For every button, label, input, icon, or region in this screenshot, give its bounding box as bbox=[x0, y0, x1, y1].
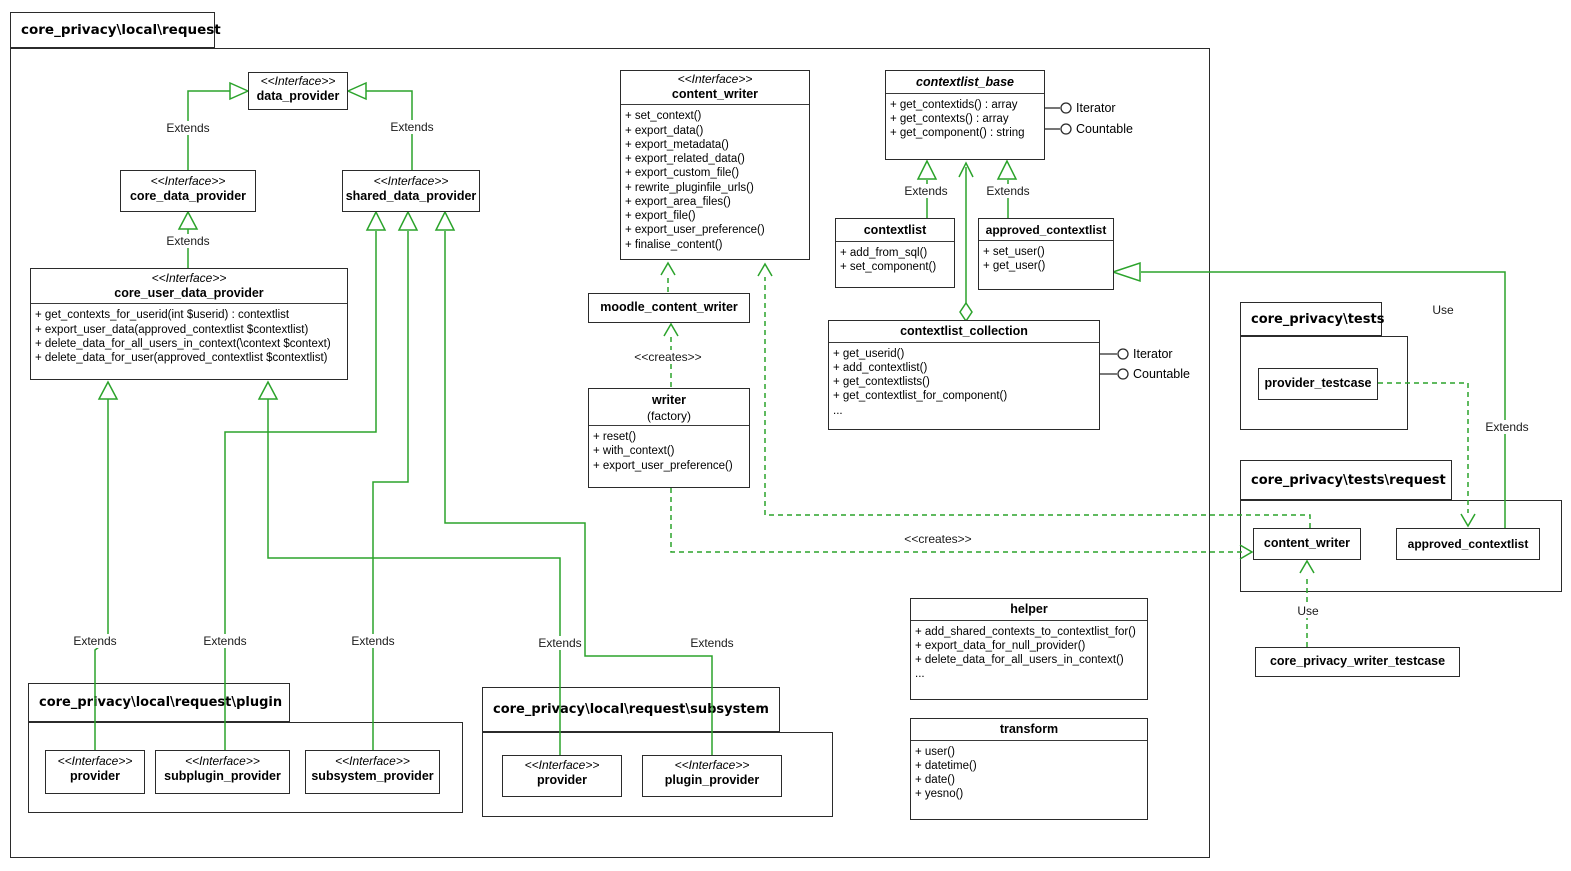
method-line: + yesno() bbox=[915, 788, 964, 801]
contextlist-base-iterator-lollipop bbox=[1045, 103, 1071, 113]
method-list bbox=[911, 620, 1147, 684]
method-line: + user() bbox=[915, 745, 955, 758]
method-line: + set_component() bbox=[840, 260, 937, 273]
method-line: + rewrite_pluginfile_urls() bbox=[625, 181, 754, 194]
class-name: moodle_content_writer bbox=[600, 300, 738, 315]
class-contextlist bbox=[835, 218, 955, 288]
stereotype: <<Interface>> bbox=[674, 758, 750, 772]
method-list bbox=[836, 241, 954, 277]
method-line: + export_user_preference() bbox=[593, 459, 733, 472]
class-name: core_privacy_writer_testcase bbox=[1269, 654, 1446, 669]
edge-label-use: Use bbox=[1432, 303, 1454, 317]
method-list bbox=[621, 104, 809, 254]
class-name: contextlist_base bbox=[916, 75, 1014, 89]
class-helper bbox=[910, 598, 1148, 700]
class-contextlist-collection bbox=[828, 320, 1100, 430]
method-line: ... bbox=[833, 404, 843, 417]
edge-moodle-content-writer-implements-content-writer bbox=[661, 263, 675, 292]
stereotype: <<Interface>> bbox=[335, 754, 410, 768]
method-line: + finalise_content() bbox=[625, 238, 723, 251]
edge-subsystem-provider-extends-core-user-data-provider bbox=[259, 382, 560, 756]
class-subsystem-provider bbox=[502, 755, 622, 797]
edge-label-extends: Extends bbox=[203, 634, 247, 648]
method-line: + export_file() bbox=[625, 210, 696, 223]
contextlist-base-countable-lollipop bbox=[1045, 124, 1071, 134]
class-subplugin-provider bbox=[155, 750, 290, 794]
edge-plugin-provider-extends-core-user-data-provider bbox=[95, 382, 117, 751]
collection-countable-lollipop bbox=[1100, 369, 1128, 379]
edge-provider-testcase-uses-tests-approved-contextlist bbox=[1378, 383, 1475, 526]
method-list bbox=[979, 240, 1113, 276]
stereotype: <<Interface>> bbox=[524, 758, 600, 772]
edge-label-extends: Extends bbox=[986, 184, 1030, 198]
class-writer bbox=[588, 388, 750, 488]
class-name: plugin_provider bbox=[664, 772, 760, 787]
class-name: content_writer bbox=[1263, 536, 1351, 551]
stereotype: <<Interface>> bbox=[185, 754, 260, 768]
package-tab-tests: core_privacy\tests bbox=[1240, 302, 1382, 336]
method-line: + export_metadata() bbox=[625, 138, 729, 151]
method-list bbox=[589, 425, 749, 475]
method-line: + date() bbox=[915, 774, 955, 787]
class-name: provider bbox=[69, 768, 120, 783]
method-line: + export_area_files() bbox=[625, 195, 731, 208]
countable-label: Countable bbox=[1076, 122, 1133, 136]
method-line: + export_user_data(approved_contextlist $contextlist) bbox=[35, 323, 309, 336]
method-line: + datetime() bbox=[915, 759, 977, 772]
stereotype: <<Interface>> bbox=[151, 271, 227, 285]
class-core-user-data-provider bbox=[30, 268, 348, 380]
class-name: provider bbox=[536, 772, 587, 787]
method-line: + get_contexts_for_userid(int $userid) : contextlist bbox=[35, 309, 290, 322]
class-name: subsystem_provider bbox=[311, 768, 434, 783]
class-core-data-provider bbox=[120, 170, 256, 212]
method-line: + get_component() : string bbox=[890, 127, 1025, 140]
method-line: + delete_data_for_all_users_in_context() bbox=[915, 654, 1124, 667]
edge-contextlist-collection-aggregates-contextlist-base bbox=[959, 163, 973, 321]
class-core-privacy-writer-testcase bbox=[1255, 647, 1460, 677]
class-name: helper bbox=[1010, 602, 1048, 616]
method-line: + reset() bbox=[593, 431, 637, 444]
countable-label: Countable bbox=[1133, 367, 1190, 381]
edge-label-extends: Extends bbox=[904, 184, 948, 198]
stereotype: <<Interface>> bbox=[57, 754, 133, 768]
edge-label-use: Use bbox=[1297, 604, 1319, 618]
class-content-writer bbox=[620, 70, 810, 260]
class-subtitle: (factory) bbox=[646, 408, 691, 423]
method-list bbox=[886, 93, 1044, 143]
method-line: + set_context() bbox=[625, 110, 702, 123]
stereotype: <<Interface>> bbox=[260, 74, 336, 88]
class-tests-approved-contextlist bbox=[1396, 528, 1540, 560]
class-plugin-provider bbox=[45, 750, 145, 794]
method-line: + add_from_sql() bbox=[840, 246, 928, 259]
class-subsystem-plugin-provider bbox=[642, 755, 782, 797]
class-name: contextlist bbox=[863, 223, 927, 237]
method-line: + export_related_data() bbox=[625, 153, 745, 166]
class-name: data_provider bbox=[256, 88, 340, 103]
stereotype: <<Interface>> bbox=[373, 174, 449, 188]
class-name: contextlist_collection bbox=[900, 324, 1028, 338]
edge-label-extends: Extends bbox=[690, 636, 734, 650]
method-line: + delete_data_for_user(approved_contextlist $contextlist) bbox=[35, 352, 328, 365]
method-line: ... bbox=[915, 668, 925, 681]
edge-label-extends: Extends bbox=[1485, 420, 1529, 434]
method-line: + with_context() bbox=[593, 445, 675, 458]
edge-label-extends: Extends bbox=[351, 634, 395, 648]
method-line: + set_user() bbox=[983, 246, 1045, 258]
edge-label-extends: Extends bbox=[538, 636, 582, 650]
edge-label-extends: Extends bbox=[166, 121, 210, 135]
method-list bbox=[31, 303, 347, 367]
edge-label-extends: Extends bbox=[390, 120, 434, 134]
class-name: approved_contextlist bbox=[985, 223, 1107, 237]
class-name: content_writer bbox=[671, 86, 759, 101]
method-line: + export_custom_file() bbox=[625, 167, 740, 180]
edge-plugin-subsystem-provider-extends-shared-data-provider bbox=[373, 212, 417, 751]
method-line: + export_user_preference() bbox=[625, 224, 765, 237]
method-line: + add_shared_contexts_to_contextlist_for() bbox=[915, 625, 1136, 638]
edge-writer-creates-tests-content-writer bbox=[671, 488, 1252, 559]
class-shared-data-provider bbox=[342, 170, 480, 212]
class-name: core_data_provider bbox=[129, 188, 247, 203]
class-name: provider_testcase bbox=[1264, 376, 1372, 391]
method-line: + get_user() bbox=[983, 260, 1046, 273]
class-name: subplugin_provider bbox=[164, 768, 281, 783]
edge-label-creates: <<creates>> bbox=[904, 532, 972, 546]
class-approved-contextlist bbox=[978, 218, 1114, 290]
iterator-label: Iterator bbox=[1076, 101, 1116, 115]
class-plugin-subsystem-provider bbox=[305, 750, 440, 794]
class-transform bbox=[910, 718, 1148, 820]
method-line: + export_data_for_null_provider() bbox=[915, 639, 1086, 652]
class-name: approved_contextlist bbox=[1407, 536, 1529, 551]
collection-iterator-lollipop bbox=[1100, 349, 1128, 359]
edge-label-extends: Extends bbox=[166, 234, 210, 248]
method-line: + get_contextlist_for_component() bbox=[833, 390, 1008, 403]
method-line: + get_userid() bbox=[833, 347, 905, 360]
package-tab-root: core_privacy\local\request bbox=[10, 12, 215, 48]
stereotype: <<Interface>> bbox=[677, 72, 753, 86]
method-line: + get_contextlists() bbox=[833, 376, 930, 389]
method-line: + get_contexts() : array bbox=[890, 112, 1009, 125]
package-tab-tests-request: core_privacy\tests\request bbox=[1240, 460, 1452, 500]
class-data-provider bbox=[248, 72, 348, 110]
method-line: + add_contextlist() bbox=[833, 361, 928, 374]
stereotype: <<Interface>> bbox=[150, 174, 226, 188]
package-tab-plugin: core_privacy\local\request\plugin bbox=[28, 683, 290, 722]
class-tests-content-writer bbox=[1253, 528, 1361, 560]
method-list bbox=[911, 740, 1147, 804]
class-provider-testcase bbox=[1258, 368, 1378, 400]
class-name: shared_data_provider bbox=[345, 188, 477, 203]
method-line: + export_data() bbox=[625, 124, 704, 137]
class-name: writer bbox=[651, 393, 687, 407]
edge-label-creates: <<creates>> bbox=[634, 350, 702, 364]
method-line: + get_contextids() : array bbox=[890, 98, 1018, 111]
class-name: transform bbox=[999, 722, 1059, 736]
method-list bbox=[829, 342, 1099, 420]
iterator-label: Iterator bbox=[1133, 347, 1173, 361]
edge-label-extends: Extends bbox=[73, 634, 117, 648]
method-line: + delete_data_for_all_users_in_context(\context $context) bbox=[35, 337, 331, 350]
class-moodle-content-writer bbox=[588, 293, 750, 323]
class-name: core_user_data_provider bbox=[114, 285, 264, 300]
package-tab-subsystem: core_privacy\local\request\subsystem bbox=[482, 687, 780, 732]
class-contextlist-base bbox=[885, 70, 1045, 160]
